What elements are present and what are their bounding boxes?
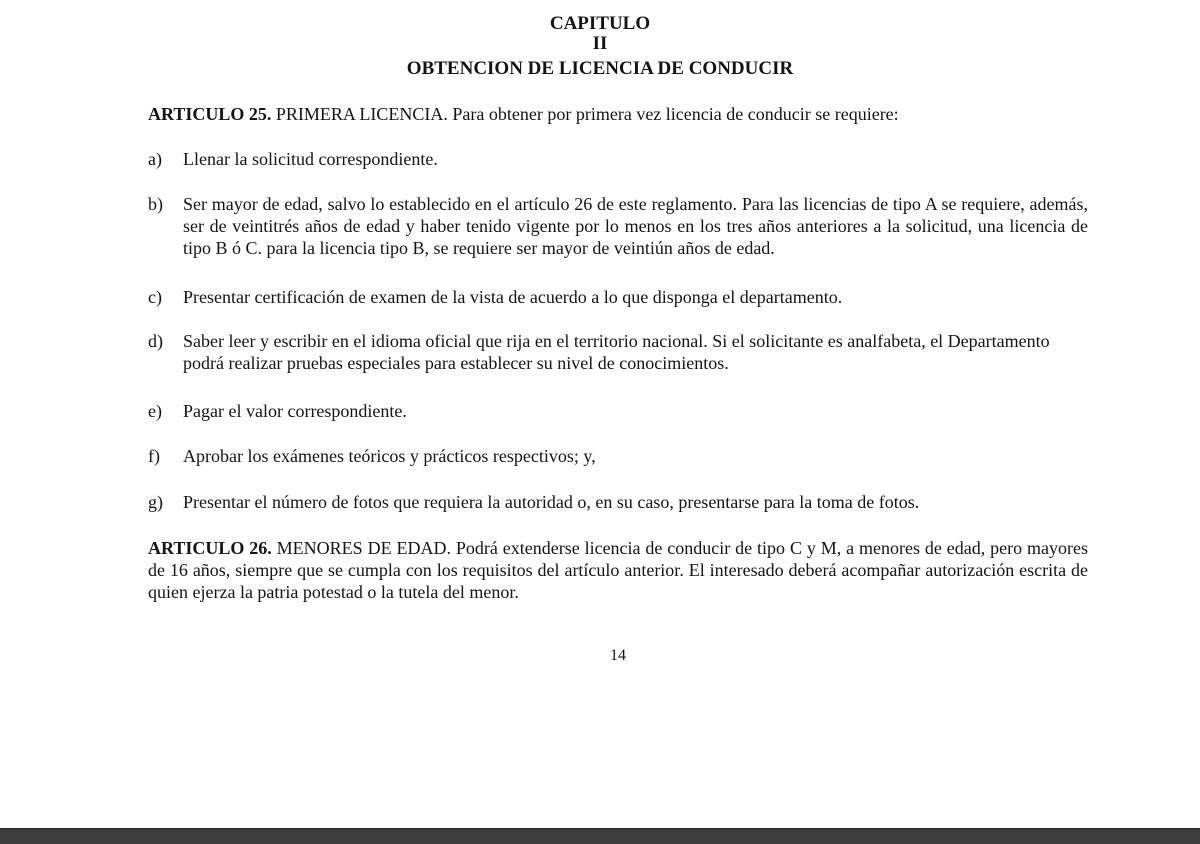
list-item-text: Llenar la solicitud correspondiente. (183, 149, 438, 169)
list-item-letter: a) (148, 149, 162, 169)
list-item-letter: e) (148, 401, 162, 421)
article-26-paragraph (148, 537, 1088, 603)
viewer-bottom-bar (0, 828, 1200, 844)
list-item-e (148, 400, 1088, 422)
list-item-a (148, 148, 1088, 170)
list-item-letter: b) (148, 194, 163, 214)
article-25-label: ARTICULO 25. (148, 104, 272, 124)
article-25-text: PRIMERA LICENCIA. Para obtener por primera vez licencia de conducir se requiere: (271, 104, 899, 124)
list-item-b (148, 193, 1088, 259)
list-item-text: Saber leer y escribir en el idioma oficial que rija en el territorio nacional. Si el solicitante es analfabeta, el Departamento podrá realizar pruebas especiales para establecer su nivel de conocimientos. (183, 331, 1050, 373)
chapter-number: II (592, 33, 608, 54)
list-item-text: Presentar certificación de examen de la vista de acuerdo a lo que disponga el departamento. (183, 287, 843, 307)
list-item-text: Presentar el número de fotos que requiera la autoridad o, en su caso, presentarse para la toma de fotos. (183, 492, 920, 512)
page-number: 14 (610, 647, 626, 664)
article-26-label: ARTICULO 26. (148, 538, 272, 558)
list-item-letter: f) (148, 446, 160, 466)
list-item-g (148, 491, 1088, 513)
list-item-c (148, 286, 1088, 308)
list-item-text: Pagar el valor correspondiente. (183, 401, 407, 421)
list-item-text: Ser mayor de edad, salvo lo establecido en el artículo 26 de este reglamento. Para las licencias de tipo A se requiere, además, ser de veintitrés años de edad y haber tenido vigente por lo menos en los tres años anteriores a la solicitud, una licencia de tipo B ó C. para la licencia tipo B, se requiere ser mayor de veintiún años de edad. (183, 194, 1088, 258)
list-item-d (148, 330, 1088, 374)
list-item-letter: d) (148, 331, 163, 351)
article-25-heading (148, 103, 1088, 125)
list-item-f (148, 445, 1088, 467)
list-item-letter: c) (148, 287, 162, 307)
chapter-title: CAPITULO (549, 13, 651, 34)
list-item-letter: g) (148, 492, 163, 512)
article-26-text: MENORES DE EDAD. Podrá extenderse licencia de conducir de tipo C y M, a menores de edad, pero mayores de 16 años, siempre que se cumpla con los requisitos del artículo anterior. El interesado deberá acompañar autorización escrita de quien ejerza la patria potestad o la tutela del menor. (148, 538, 1088, 602)
list-item-text: Aprobar los exámenes teóricos y prácticos respectivos; y, (183, 446, 596, 466)
chapter-subtitle: OBTENCION DE LICENCIA DE CONDUCIR (406, 58, 794, 79)
